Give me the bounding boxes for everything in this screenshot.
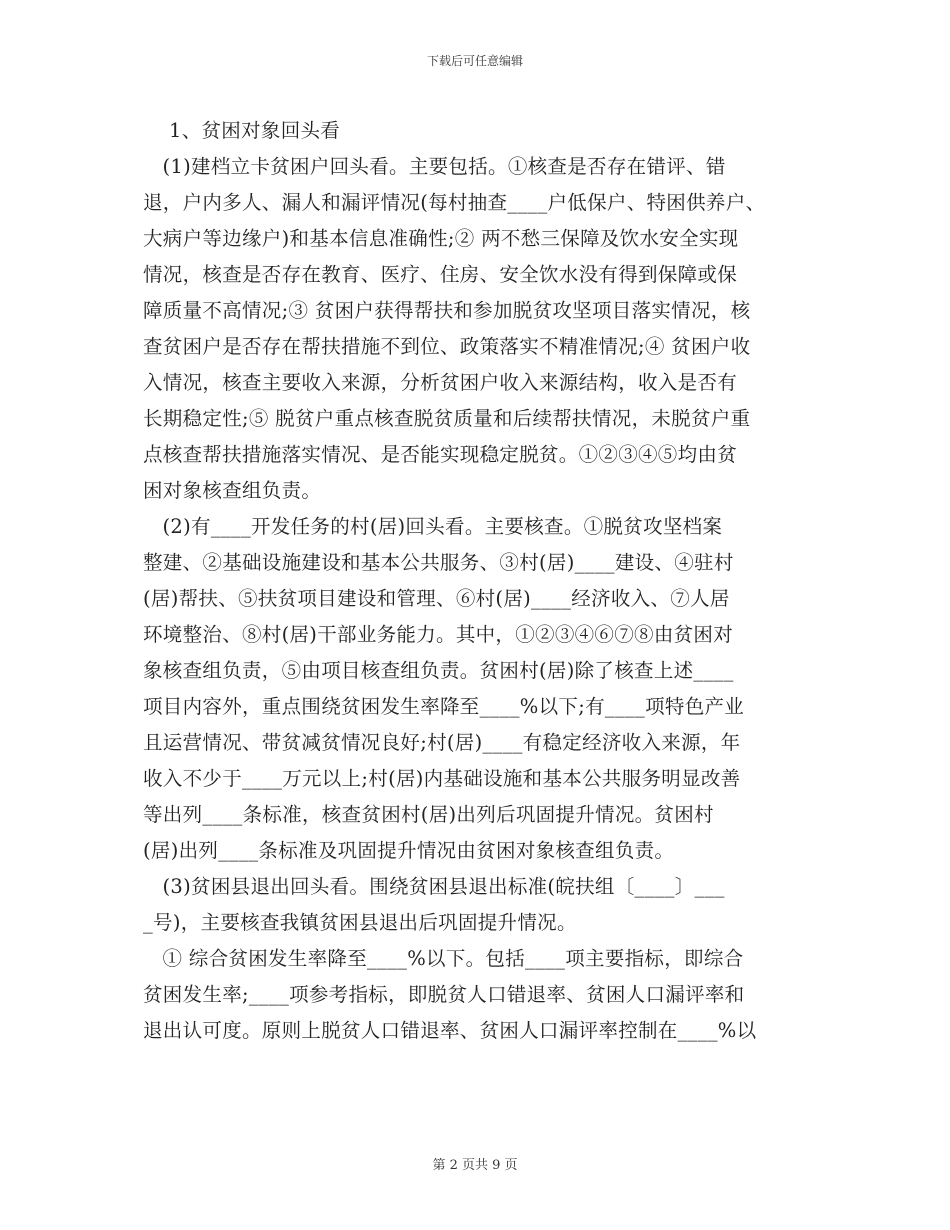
body-line: 且运营情况、带贫减贫情况良好;村(居)____有稳定经济收入来源，年 <box>143 731 741 754</box>
body-line: (居)出列____条标准及巩固提升情况由贫困对象核查组负责。 <box>143 839 675 862</box>
body-line: (2)有____开发任务的村(居)回头看。主要核查。①脱贫攻坚档案 <box>143 515 723 538</box>
body-line: _号)，主要核查我镇贫困县退出后巩固提升情况。 <box>143 911 577 934</box>
body-line: 退出认可度。原则上脱贫人口错退率、贫困人口漏评率控制在____%以 <box>143 1019 757 1042</box>
body-line: 障质量不高情况;③ 贫困户获得帮扶和参加脱贫攻坚项目落实情况，核 <box>143 299 751 322</box>
document-body <box>143 113 813 1049</box>
page-footer: 第 2 页共 9 页 <box>432 1158 518 1173</box>
body-line: 长期稳定性;⑤ 脱贫户重点核查脱贫质量和后续帮扶情况，未脱贫户重 <box>143 407 751 430</box>
body-line: 等出列____条标准，核查贫困村(居)出列后巩固提升情况。贫困村 <box>143 803 714 826</box>
body-line: 整建、②基础设施建设和基本公共服务、③村(居)____建设、④驻村 <box>143 551 734 574</box>
page-header: 下载后可任意编辑 <box>426 54 523 68</box>
body-line: 环境整治、⑧村(居)干部业务能力。其中，①②③④⑥⑦⑧由贫困对 <box>143 623 734 646</box>
body-line: 收入不少于____万元以上;村(居)内基础设施和基本公共服务明显改善 <box>143 767 741 790</box>
body-line: (1)建档立卡贫困户回头看。主要包括。①核查是否存在错评、错 <box>143 155 726 178</box>
body-line: (居)帮扶、⑤扶贫项目建设和管理、⑥村(居)____经济收入、⑦人居 <box>143 587 730 610</box>
body-line: 查贫困户是否存在帮扶措施不到位、政策落实不精准情况;④ 贫困户收 <box>143 335 751 358</box>
body-line: 入情况，核查主要收入来源，分析贫困户收入来源结构，收入是否有 <box>143 371 738 394</box>
body-line: 情况，核查是否存在教育、医疗、住房、安全饮水没有得到保障或保 <box>143 263 738 286</box>
body-line: ① 综合贫困发生率降至____%以下。包括____项主要指标，即综合 <box>143 947 744 970</box>
body-line: 大病户等边缘户)和基本信息准确性;② 两不愁三保障及饮水安全实现 <box>143 227 739 250</box>
body-line: 1、贫困对象回头看 <box>143 119 341 142</box>
body-line: 贫困发生率;____项参考指标，即脱贫人口错退率、贫困人口漏评率和 <box>143 983 745 1006</box>
body-line: 困对象核查组负责。 <box>143 479 322 502</box>
body-line: 项目内容外，重点围绕贫困发生率降至____%以下;有____项特色产业 <box>143 695 745 718</box>
body-line: 象核查组负责，⑤由项目核查组负责。贫困村(居)除了核查上述____ <box>143 659 734 682</box>
body-line: (3)贫困县退出回头看。围绕贫困县退出标准(皖扶组〔____〕___ <box>143 875 725 898</box>
body-line: 点核查帮扶措施落实情况、是否能实现稳定脱贫。①②③④⑤均由贫 <box>143 443 738 466</box>
body-line: 退，户内多人、漏人和漏评情况(每村抽查____户低保户、特困供养户、 <box>143 191 766 214</box>
